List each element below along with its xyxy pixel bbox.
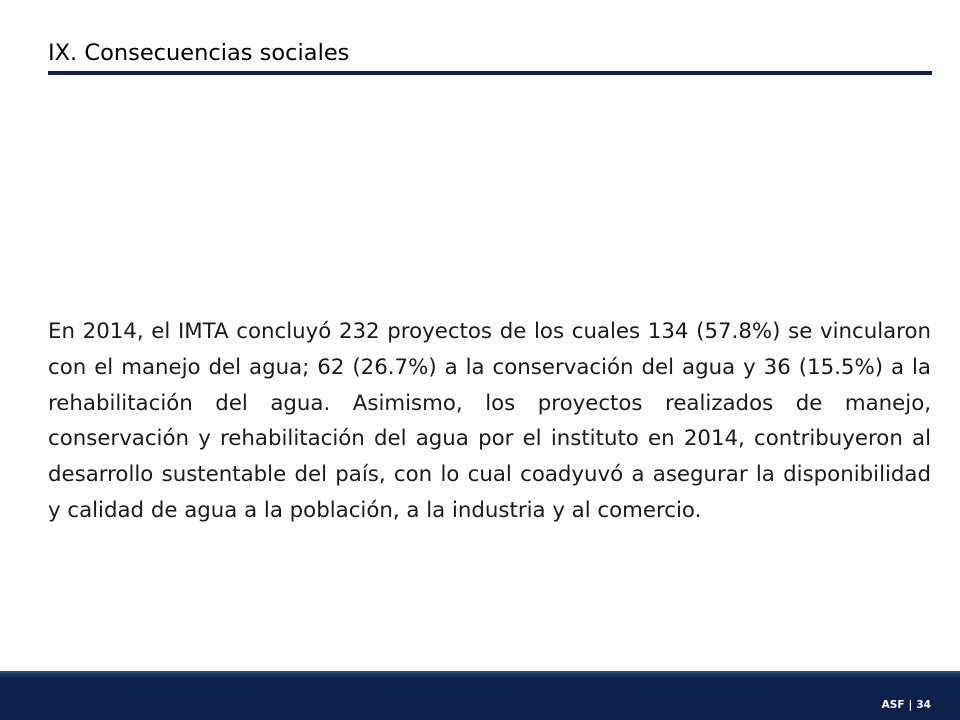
footer-label — [882, 699, 931, 711]
footer-separator: | — [908, 699, 913, 711]
footer-org: ASF — [881, 699, 905, 711]
body-paragraph: En 2014, el IMTA concluyó 232 proyectos de los cuales 134 (57.8%) se vincularon con el manejo del agua; 62 (26.7%) a la conservación del agua y 36 (15.5%) a la rehabilitación del agua. Asimismo, los proyectos realizados de manejo, conservación y rehabilitación del agua por el instituto en 2014, contribuyeron al desarrollo sustentable del país, con lo cual coadyuvó a asegurar la disponibilidad y calidad de agua a la población, a la industria y al comercio. — [48, 319, 931, 523]
slide-title: IX. Consecuencias sociales — [48, 40, 350, 66]
page-number: 34 — [916, 699, 931, 711]
title-underline — [48, 71, 932, 75]
footer-bar — [0, 671, 960, 720]
